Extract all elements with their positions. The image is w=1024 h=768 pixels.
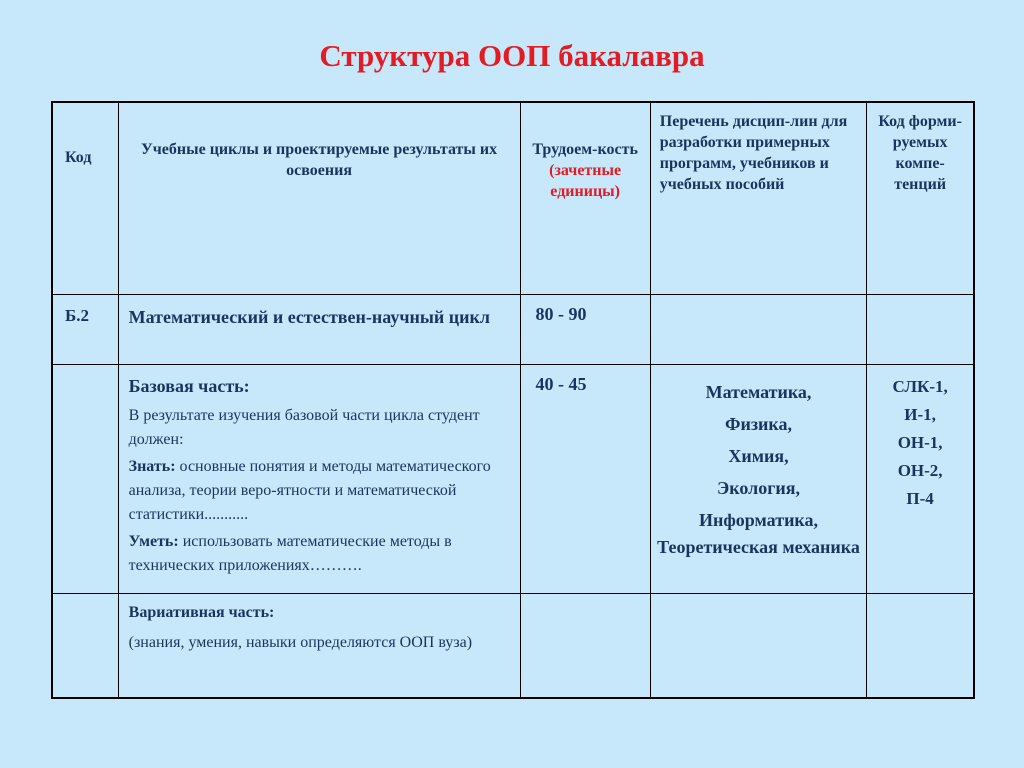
b2-labor-cell bbox=[520, 294, 650, 364]
table-row-variative bbox=[52, 593, 974, 698]
base-labor: 40 - 45 bbox=[535, 373, 587, 394]
discipline-item: Информатика, bbox=[698, 509, 819, 530]
header-cell-competences bbox=[867, 102, 974, 294]
b2-code: Б.2 bbox=[65, 305, 89, 325]
discipline-item: Математика, bbox=[705, 381, 812, 402]
header-cell-labor bbox=[520, 102, 650, 294]
competences-list bbox=[867, 365, 973, 513]
know-label: Знать: bbox=[128, 457, 176, 475]
header-competences: Код форми-руемых компе-тенций bbox=[878, 113, 962, 193]
can-text: использовать математические методы в технических приложениях………. bbox=[128, 532, 452, 574]
base-competences-cell bbox=[867, 364, 974, 593]
base-labor-cell bbox=[520, 364, 650, 593]
header-cell-cycles bbox=[118, 102, 520, 294]
var-competences-cell bbox=[867, 593, 974, 698]
header-labor bbox=[521, 103, 650, 202]
discipline-item: Химия, bbox=[728, 445, 789, 466]
header-cycles: Учебные циклы и проектируемые результаты их освоения bbox=[141, 141, 498, 179]
var-text: (знания, умения, навыки определяются ООП вуза) bbox=[128, 633, 473, 651]
b2-competences-cell bbox=[867, 294, 974, 364]
header-code: Код bbox=[65, 149, 92, 166]
b2-code-cell bbox=[52, 294, 118, 364]
header-labor-line2: (зачетные единицы) bbox=[549, 162, 622, 200]
base-can bbox=[129, 530, 512, 578]
oop-structure-table bbox=[51, 101, 975, 699]
b2-labor: 80 - 90 bbox=[535, 303, 587, 324]
slide-title: Структура ООП бакалавра bbox=[319, 38, 705, 73]
base-disciplines-cell bbox=[650, 364, 866, 593]
b2-cycle-cell bbox=[118, 294, 520, 364]
base-code-cell bbox=[52, 364, 118, 593]
table-row-base bbox=[52, 364, 974, 593]
header-cell-disciplines bbox=[650, 102, 866, 294]
header-cell-code bbox=[52, 102, 118, 294]
base-intro: В результате изучения базовой части цикла студент должен: bbox=[128, 406, 480, 448]
header-labor-line1: Трудоем-кость bbox=[532, 141, 638, 158]
table-header-row bbox=[52, 102, 974, 294]
b2-cycle: Математический и естествен-научный цикл bbox=[128, 306, 490, 327]
var-disciplines-cell bbox=[650, 593, 866, 698]
base-title: Базовая часть: bbox=[128, 375, 250, 396]
var-cycle bbox=[119, 594, 520, 655]
competence-item: И-1, bbox=[904, 404, 936, 424]
var-cycle-cell bbox=[118, 593, 520, 698]
competence-item: СЛК-1, bbox=[892, 376, 948, 396]
table-row-b2 bbox=[52, 294, 974, 364]
var-code-cell bbox=[52, 593, 118, 698]
competence-item: П-4 bbox=[906, 488, 934, 508]
base-cycle-cell bbox=[118, 364, 520, 593]
discipline-item: Теоретическая механика bbox=[657, 536, 860, 557]
disciplines-list bbox=[651, 365, 866, 559]
header-disciplines: Перечень дисцип-лин для разработки примерных программ, учебников и учебных пособий bbox=[659, 113, 848, 193]
b2-disciplines-cell bbox=[650, 294, 866, 364]
discipline-item: Экология, bbox=[717, 477, 801, 498]
base-cycle bbox=[119, 365, 520, 578]
var-title: Вариативная часть: bbox=[128, 603, 275, 621]
var-labor-cell bbox=[520, 593, 650, 698]
competence-item: ОН-1, bbox=[897, 432, 943, 452]
know-text: основные понятия и методы математического анализа, теории веро-ятности и математической статистики........... bbox=[128, 457, 491, 523]
discipline-item: Физика, bbox=[724, 413, 793, 434]
base-know bbox=[129, 455, 512, 527]
competence-item: ОН-2, bbox=[897, 460, 943, 480]
can-label: Уметь: bbox=[128, 532, 179, 550]
